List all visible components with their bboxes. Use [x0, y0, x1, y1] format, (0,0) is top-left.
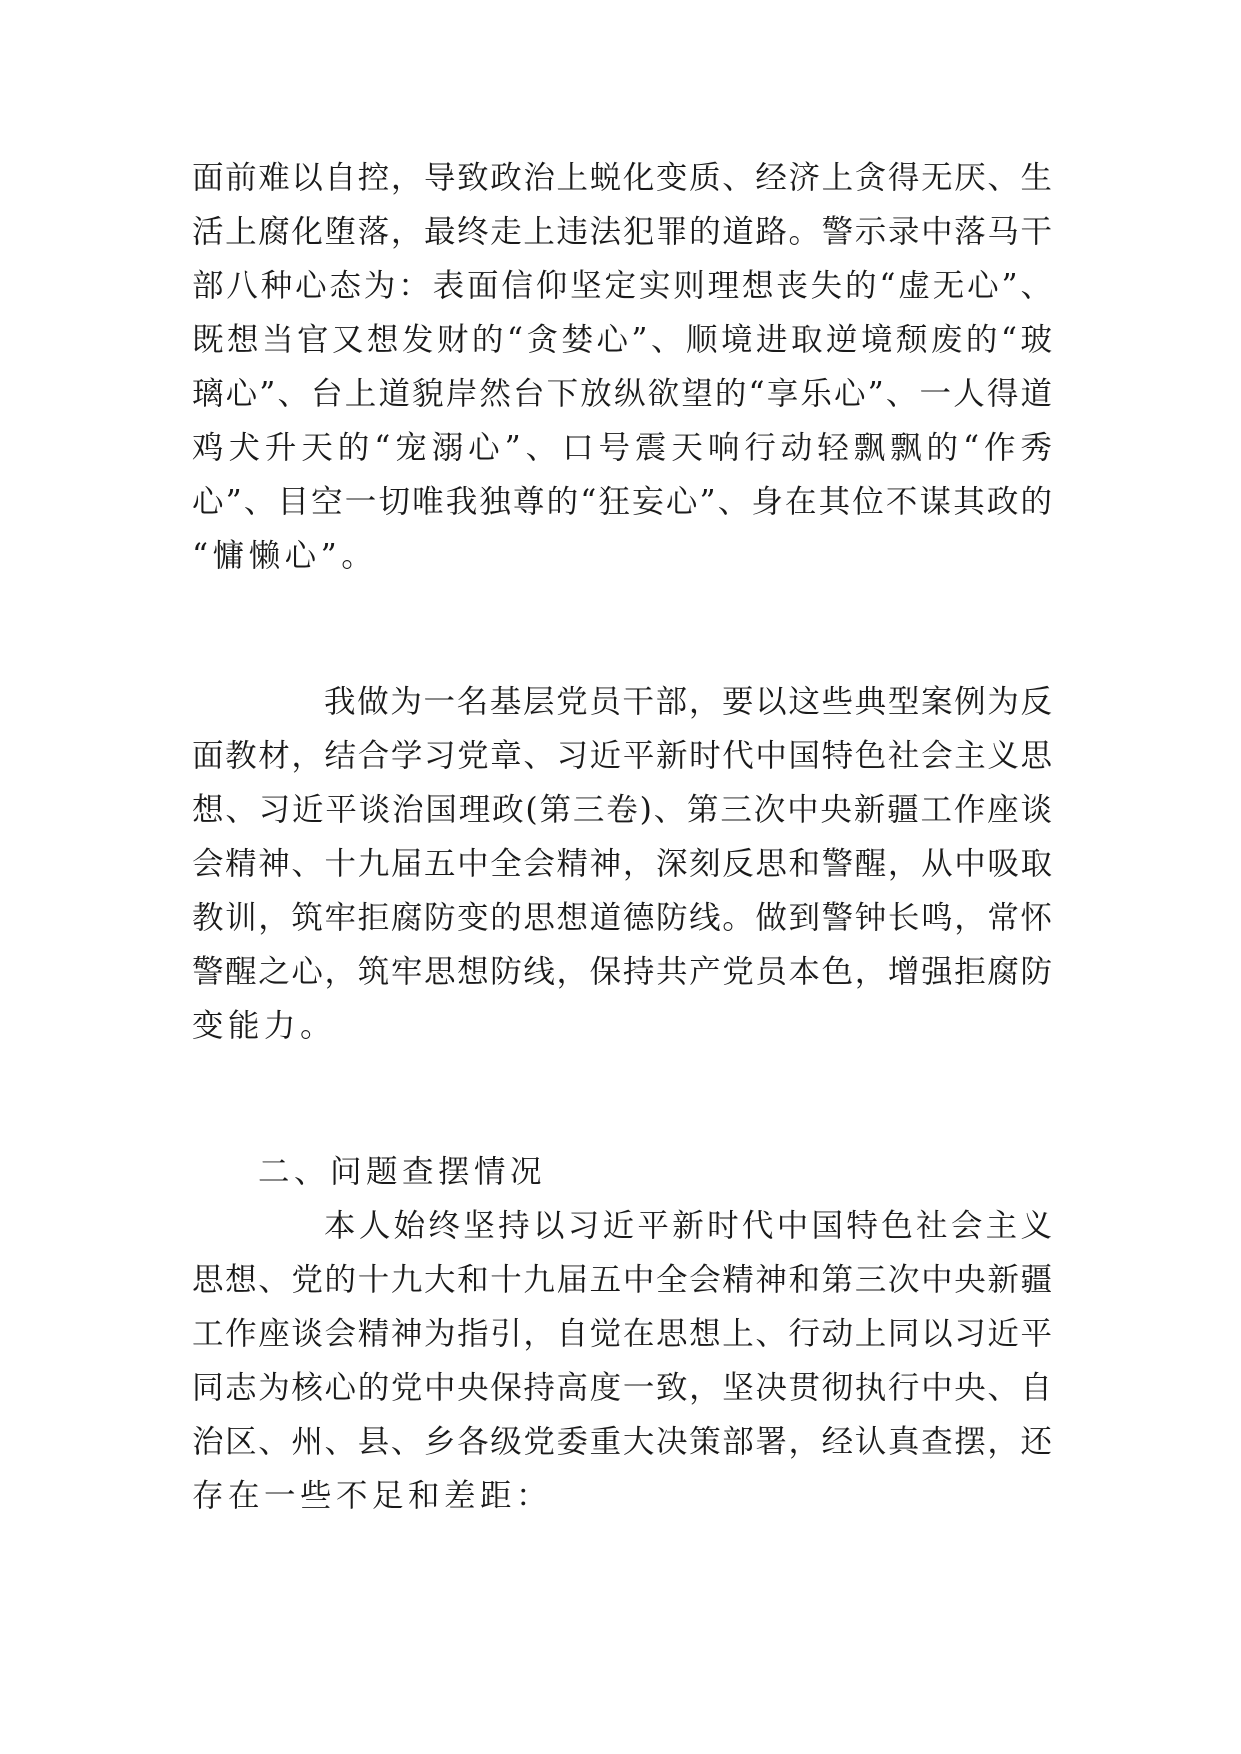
paragraph-3-line-3: 工作座谈会精神为指引，自觉在思想上、行动上同以习近平: [192, 1316, 1052, 1352]
section-heading: 二、问题查摆情况: [258, 1154, 547, 1190]
paragraph-1-line-3: 部八种心态为：表面信仰坚定实则理想丧失的“虚无心”、: [192, 268, 1052, 304]
paragraph-1-line-7: 心”、目空一切唯我独尊的“狂妄心”、身在其位不谋其政的: [192, 484, 1052, 520]
paragraph-3-line-4: 同志为核心的党中央保持高度一致，坚决贯彻执行中央、自: [192, 1370, 1052, 1406]
paragraph-2-line-7: 变能力。: [192, 1008, 337, 1044]
paragraph-2-line-2: 面教材，结合学习党章、习近平新时代中国特色社会主义思: [192, 738, 1052, 774]
paragraph-2-line-1: 我做为一名基层党员干部，要以这些典型案例为反: [324, 684, 1052, 720]
paragraph-1-line-8: “慵懒心”。: [192, 538, 378, 574]
paragraph-1-line-1: 面前难以自控，导致政治上蜕化变质、经济上贪得无厌、生: [192, 160, 1052, 196]
paragraph-3-line-5: 治区、州、县、乡各级党委重大决策部署，经认真查摆，还: [192, 1424, 1052, 1460]
paragraph-2-line-4: 会精神、十九届五中全会精神，深刻反思和警醒，从中吸取: [192, 846, 1052, 882]
paragraph-1-line-6: 鸡犬升天的“宠溺心”、口号震天响行动轻飘飘的“作秀: [192, 430, 1052, 466]
paragraph-2-line-5: 教训，筑牢拒腐防变的思想道德防线。做到警钟长鸣，常怀: [192, 900, 1052, 936]
paragraph-1-line-2: 活上腐化堕落，最终走上违法犯罪的道路。警示录中落马干: [192, 214, 1052, 250]
paragraph-1-line-5: 璃心”、台上道貌岸然台下放纵欲望的“享乐心”、一人得道: [192, 376, 1052, 412]
paragraph-2-line-3: 想、习近平谈治国理政(第三卷)、第三次中央新疆工作座谈: [192, 792, 1052, 828]
paragraph-3-line-2: 思想、党的十九大和十九届五中全会精神和第三次中央新疆: [192, 1262, 1052, 1298]
paragraph-1-line-4: 既想当官又想发财的“贪婪心”、顺境进取逆境颓废的“玻: [192, 322, 1052, 358]
paragraph-2-line-6: 警醒之心，筑牢思想防线，保持共产党员本色，增强拒腐防: [192, 954, 1052, 990]
paragraph-3-line-1: 本人始终坚持以习近平新时代中国特色社会主义: [324, 1208, 1052, 1244]
paragraph-3-line-6: 存在一些不足和差距：: [192, 1478, 553, 1514]
